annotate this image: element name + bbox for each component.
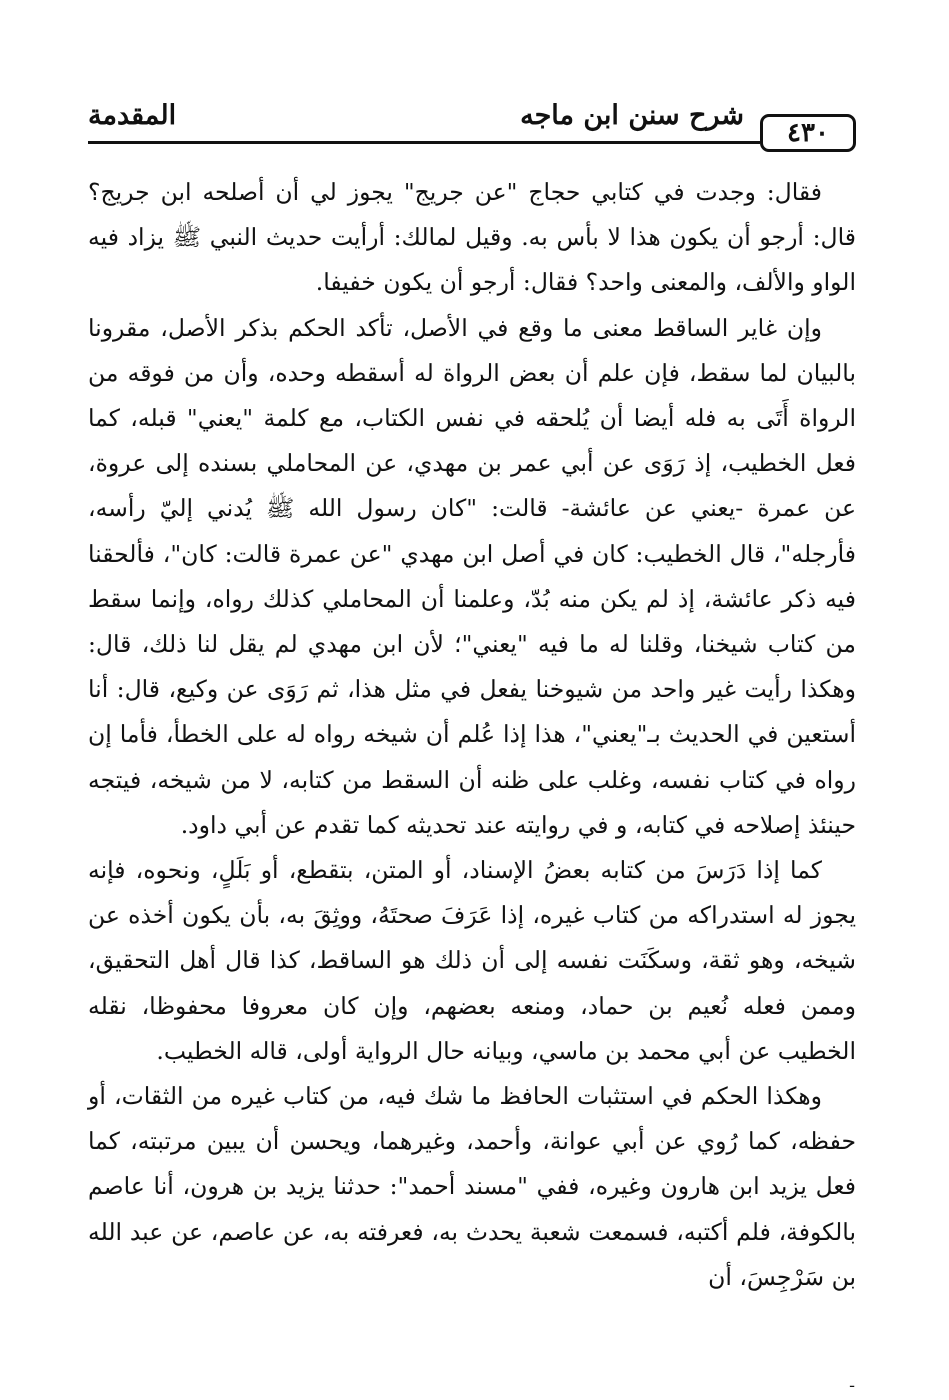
page-number: ٤٣٠: [787, 118, 829, 148]
paragraph: فقال: وجدت في كتابي حجاج "عن جريج" يجوز لي أن أصلحه ابن جريج؟ قال: أرجو أن يكون هذا لا بأس به. وقيل لمالك: أرأيت حديث النبي ﷺ يزاد فيه الواو والألف، والمعنى واحد؟ فقال: أرجو أن يكون خفيفا.: [88, 178, 856, 297]
paragraph: وهكذا الحكم في استثبات الحافظ ما شك فيه، من كتاب غيره من الثقات، أو حفظه، كما رُوي عن أبي عوانة، وأحمد، وغيرهما، ويحسن أن يبين مرتبته، كما فعل يزيد ابن هارون وغيره، ففي "مسند أحمد": حدثنا يزيد بن هرون، أنا عاصم بالكوفة، فلم أكتبه، فسمعت شعبة يحدث به، فعرفته به، عن عاصم، عن عبد الله بن سَرْجِسَ، أن: [88, 1082, 856, 1291]
paragraph: كما إذا دَرَسَ من كتابه بعضُ الإسناد، أو المتن، بتقطع، أو بَلَلٍ، ونحوه، فإنه يجوز له استدراكه من كتاب غيره، إذا عَرَفَ صحتَهُ، ووثِقَ به، بأن يكون أخذه عن شيخه، وهو ثقة، وسكَنَت نفسه إلى أن ذلك هو الساقط، كذا قال أهل التحقيق، وممن فعله نُعيم بن حماد، ومنعه بعضهم، وإن كان معروفا محفوظا، نقله الخطيب عن أبي محمد بن ماسي، وبيانه حال الرواية أولى، قاله الخطيب.: [88, 856, 856, 1065]
page-number-box: [760, 114, 856, 152]
header-rule: [88, 141, 760, 144]
body-text: [88, 170, 856, 1300]
footer-mark: ـ: [850, 1375, 855, 1391]
book-title: شرح سنن ابن ماجه: [520, 100, 744, 131]
page-header: [88, 96, 856, 154]
paragraph: وإن غاير الساقط معنى ما وقع في الأصل، تأكد الحكم بذكر الأصل، مقرونا بالبيان لما سقط، فإن علم أن بعض الرواة له أسقطه وحده، وأن من فوقه من الرواة أَتَى به فله أيضا أن يُلحقه في نفس الكتاب، مع كلمة "يعني" قبله، كما فعل الخطيب، إذ رَوَى عن أبي عمر بن مهدي، عن المحاملي بسنده إلى عروة، عن عمرة -يعني عن عائشة- قالت: "كان رسول الله ﷺ يُدني إليّ رأسه، فأرجله"، قال الخطيب: كان في أصل ابن مهدي "عن عمرة قالت: كان"، فألحقنا فيه ذكر عائشة، إذ لم يكن منه بُدّ، وعلمنا أن المحاملي كذلك رواه، وإنما سقط من كتاب شيخنا، وقلنا له ما فيه "يعني"؛ لأن ابن مهدي لم يقل لنا ذلك، قال: وهكذا رأيت غير واحد من شيوخنا يفعل في مثل هذا، ثم رَوَى عن وكيع، قال: أنا أستعين في الحديث بـ"يعني"، هذا إذا عُلم أن شيخه رواه له على الخطأ، فأما إن رواه في كتاب نفسه، وغلب على ظنه أن السقط من كتابه، لا من شيخه، فيتجه حينئذ إصلاحه في كتابه، و في روايته عند تحديثه كما تقدم عن أبي داود.: [88, 313, 856, 839]
section-title: المقدمة: [88, 100, 177, 131]
